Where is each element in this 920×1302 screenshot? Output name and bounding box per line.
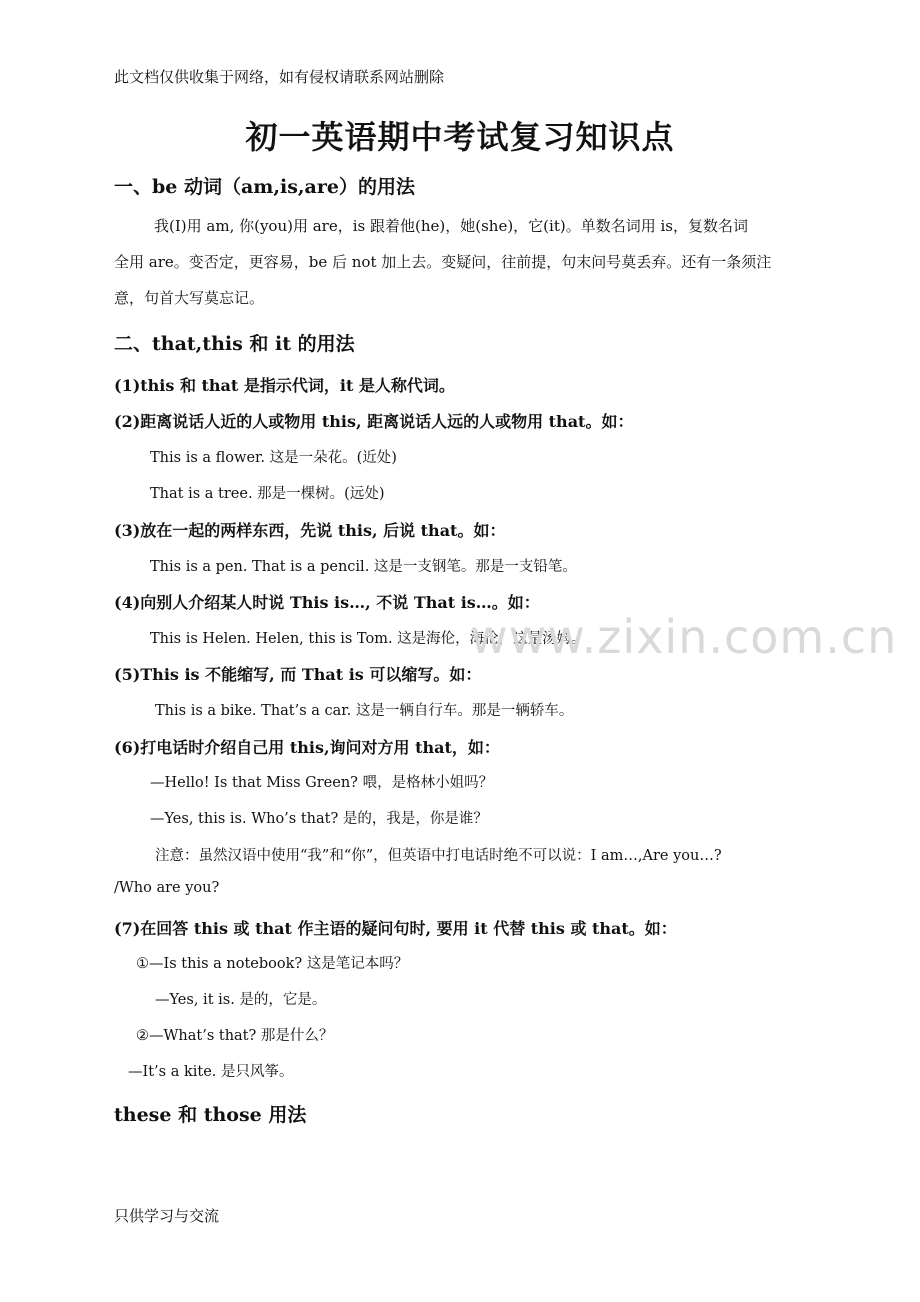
rule-1: (1)this 和 that 是指示代词，it 是人称代词。: [114, 376, 455, 395]
note-6-line-2: /Who are you?: [114, 880, 220, 896]
rule-7: (7)在回答 this 或 that 作主语的疑问句时, 要用 it 代替 this 或 that。如：: [114, 919, 677, 938]
note-6-line-1: 注意：虽然汉语中使用“我”和“你”，但英语中打电话时绝不可以说：I am…,Are you…?: [155, 848, 722, 864]
rule-6: (6)打电话时介绍自己用 this,询问对方用 that，如：: [114, 738, 500, 757]
section1-line-3: 意，句首大写莫忘记。: [114, 289, 265, 307]
example-7c: ②—What’s that? 那是什么？: [136, 1028, 334, 1044]
header-disclaimer: 此文档仅供收集于网络，如有侵权请联系网站删除: [114, 68, 445, 86]
rule-5: (5)This is 不能缩写, 而 That is 可以缩写。如：: [114, 665, 482, 684]
section1-paragraph: [114, 208, 771, 316]
example-7a: ①—Is this a notebook? 这是笔记本吗？: [136, 956, 409, 972]
section1-line-1: 我(I)用 am, 你(you)用 are，is 跟着他(he)，她(she)，它(it)。单数名词用 is，复数名词: [154, 217, 748, 235]
example-7d: —It’s a kite. 是只风筝。: [128, 1064, 294, 1080]
example-4: This is Helen. Helen, this is Tom. 这是海伦，海伦，这是汤姆。: [150, 631, 586, 647]
footer-note: 只供学习与交流: [114, 1207, 220, 1225]
example-6a: —Hello! Is that Miss Green? 喂，是格林小姐吗？: [150, 775, 494, 791]
rule-4: (4)向别人介绍某人时说 This is…, 不说 That is…。如：: [114, 593, 540, 612]
example-5: This is a bike. That’s a car. 这是一辆自行车。那是一辆轿车。: [155, 703, 574, 719]
section-heading-these-those: these 和 those 用法: [114, 1104, 307, 1126]
example-6b: —Yes, this is. Who’s that? 是的，我是，你是谁？: [150, 811, 488, 827]
example-2a: This is a flower. 这是一朵花。(近处): [150, 450, 397, 466]
example-3: This is a pen. That is a pencil. 这是一支钢笔。那是一支铅笔。: [150, 559, 577, 575]
rule-2: (2)距离说话人近的人或物用 this, 距离说话人远的人或物用 that。如：: [114, 412, 634, 431]
watermark: www.zixin.com.cn: [470, 610, 898, 664]
example-7b: —Yes, it is. 是的，它是。: [155, 992, 327, 1008]
section1-line-2: 全用 are。变否定，更容易，be 后 not 加上去。变疑问，往前提，句末问号莫丢弃。还有一条须注: [114, 253, 772, 271]
rule-3: (3)放在一起的两样东西，先说 this, 后说 that。如：: [114, 521, 506, 540]
section-heading-that-this-it: 二、that,this 和 it 的用法: [114, 333, 355, 355]
example-2b: That is a tree. 那是一棵树。(远处): [150, 486, 385, 502]
page-title: 初一英语期中考试复习知识点: [245, 118, 675, 156]
section-heading-be-verbs: 一、be 动词（am,is,are）的用法: [114, 176, 415, 198]
